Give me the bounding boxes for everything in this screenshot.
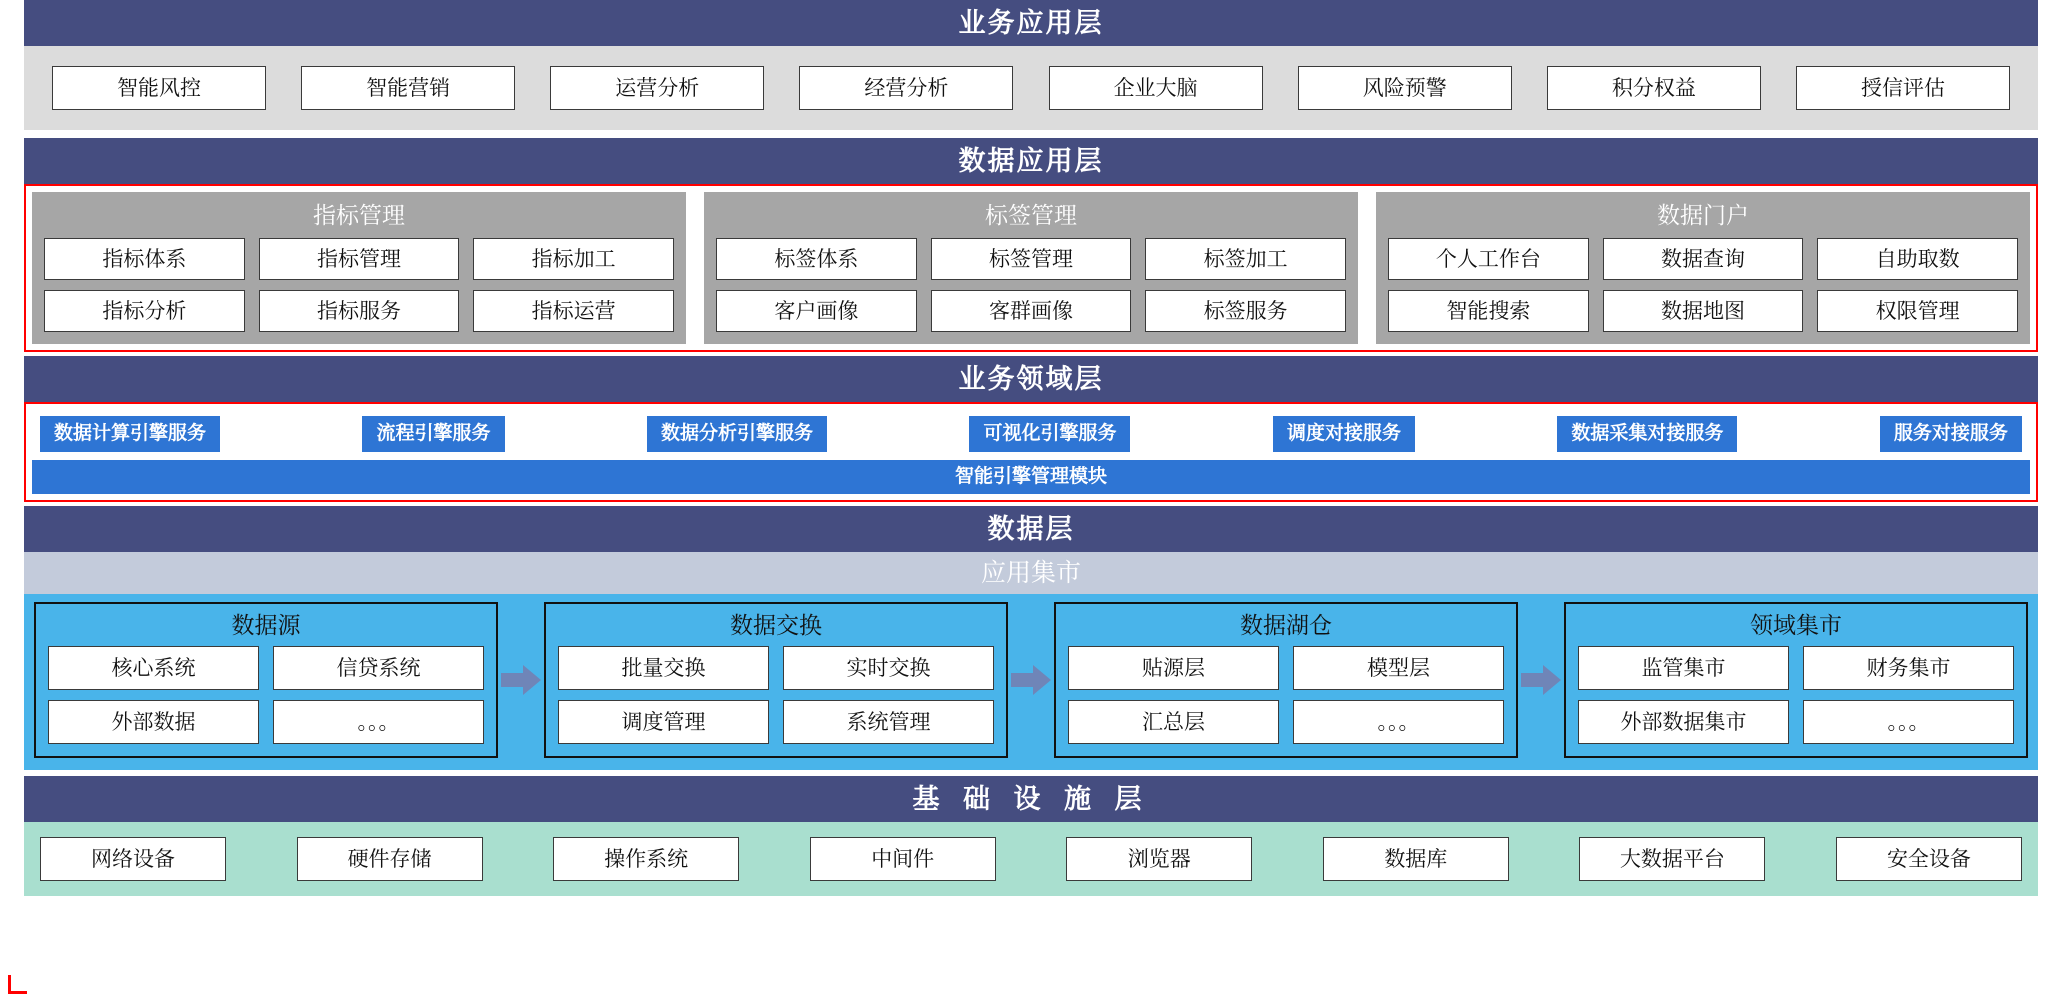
group-item[interactable]: 智能搜索	[1388, 290, 1589, 332]
flow-arrow-icon	[498, 665, 544, 695]
infra-item[interactable]: 安全设备	[1836, 837, 2022, 881]
group-item[interactable]: 指标体系	[44, 238, 245, 280]
domain-service[interactable]: 可视化引擎服务	[969, 416, 1130, 452]
group-title: 指标管理	[313, 202, 405, 228]
data-block-source	[34, 602, 498, 758]
data-block-lakehouse	[1054, 602, 1518, 758]
layer-title-business-domain: 业务领域层	[24, 356, 2038, 402]
group-item[interactable]: 客户画像	[716, 290, 917, 332]
group-item[interactable]: 标签加工	[1145, 238, 1346, 280]
red-corner-marker	[8, 975, 27, 994]
group-item[interactable]: 标签管理	[931, 238, 1132, 280]
data-block-item[interactable]: 财务集市	[1803, 646, 2014, 690]
group-item[interactable]: 指标分析	[44, 290, 245, 332]
biz-app-item[interactable]: 风险预警	[1298, 66, 1512, 110]
infra-item[interactable]: 网络设备	[40, 837, 226, 881]
biz-app-item[interactable]: 授信评估	[1796, 66, 2010, 110]
data-block-title: 数据湖仓	[1240, 612, 1332, 638]
data-block-item[interactable]: 。。。	[1293, 700, 1504, 744]
data-block-item[interactable]: 实时交换	[783, 646, 994, 690]
infrastructure-items	[24, 822, 2038, 896]
group-item[interactable]: 标签服务	[1145, 290, 1346, 332]
domain-service[interactable]: 调度对接服务	[1273, 416, 1415, 452]
group-title: 标签管理	[985, 202, 1077, 228]
layer-title-data: 数据层	[24, 506, 2038, 552]
business-domain-highlight-frame	[24, 402, 2038, 502]
domain-service[interactable]: 数据计算引擎服务	[40, 416, 220, 452]
data-block-item[interactable]: 调度管理	[558, 700, 769, 744]
biz-app-item[interactable]: 运营分析	[550, 66, 764, 110]
group-item[interactable]: 客群画像	[931, 290, 1132, 332]
data-block-item[interactable]: 系统管理	[783, 700, 994, 744]
data-block-domain-mart	[1564, 602, 2028, 758]
infra-item[interactable]: 中间件	[810, 837, 996, 881]
biz-app-item[interactable]: 积分权益	[1547, 66, 1761, 110]
data-block-exchange	[544, 602, 1008, 758]
data-block-item[interactable]: 外部数据集市	[1578, 700, 1789, 744]
app-market-bar: 应用集市	[24, 552, 2038, 594]
biz-app-item[interactable]: 企业大脑	[1049, 66, 1263, 110]
group-data-portal	[1376, 192, 2030, 344]
layer-title-business-application: 业务应用层	[24, 0, 2038, 46]
data-block-item[interactable]: 贴源层	[1068, 646, 1279, 690]
domain-service[interactable]: 服务对接服务	[1880, 416, 2022, 452]
domain-service-row	[32, 416, 2030, 452]
group-item[interactable]: 指标加工	[473, 238, 674, 280]
group-item[interactable]: 数据地图	[1603, 290, 1804, 332]
business-domain-body	[32, 410, 2030, 494]
data-block-title: 数据源	[231, 612, 301, 638]
domain-service[interactable]: 数据分析引擎服务	[647, 416, 827, 452]
group-title: 数据门户	[1657, 202, 1749, 228]
data-block-item[interactable]: 。。。	[273, 700, 484, 744]
flow-arrow-icon	[1518, 665, 1564, 695]
data-block-title: 领域集市	[1750, 612, 1842, 638]
group-indicator-management	[32, 192, 686, 344]
data-block-item[interactable]: 信贷系统	[273, 646, 484, 690]
group-item[interactable]: 权限管理	[1817, 290, 2018, 332]
group-item[interactable]: 个人工作台	[1388, 238, 1589, 280]
group-item[interactable]: 指标服务	[259, 290, 460, 332]
data-application-groups	[32, 192, 2030, 344]
engine-management-module[interactable]: 智能引擎管理模块	[32, 460, 2030, 494]
group-item[interactable]: 自助取数	[1817, 238, 2018, 280]
infra-item[interactable]: 浏览器	[1066, 837, 1252, 881]
data-layer-body	[24, 594, 2038, 770]
layer-title-data-application: 数据应用层	[24, 138, 2038, 184]
data-flow	[34, 602, 2028, 758]
data-block-item[interactable]: 。。。	[1803, 700, 2014, 744]
data-block-item[interactable]: 批量交换	[558, 646, 769, 690]
biz-app-item[interactable]: 经营分析	[799, 66, 1013, 110]
group-item[interactable]: 数据查询	[1603, 238, 1804, 280]
data-block-item[interactable]: 模型层	[1293, 646, 1504, 690]
group-item[interactable]: 指标管理	[259, 238, 460, 280]
infra-item[interactable]: 大数据平台	[1579, 837, 1765, 881]
data-block-item[interactable]: 外部数据	[48, 700, 259, 744]
group-item[interactable]: 指标运营	[473, 290, 674, 332]
business-application-items	[24, 46, 2038, 130]
data-block-item[interactable]: 核心系统	[48, 646, 259, 690]
data-block-item[interactable]: 监管集市	[1578, 646, 1789, 690]
domain-service[interactable]: 数据采集对接服务	[1557, 416, 1737, 452]
layer-title-infrastructure: 基 础 设 施 层	[24, 776, 2038, 822]
infra-item[interactable]: 操作系统	[553, 837, 739, 881]
infra-item[interactable]: 硬件存储	[297, 837, 483, 881]
flow-arrow-icon	[1008, 665, 1054, 695]
data-application-highlight-frame	[24, 184, 2038, 352]
domain-service[interactable]: 流程引擎服务	[362, 416, 504, 452]
group-tag-management	[704, 192, 1358, 344]
biz-app-item[interactable]: 智能风控	[52, 66, 266, 110]
group-item[interactable]: 标签体系	[716, 238, 917, 280]
data-block-title: 数据交换	[730, 612, 822, 638]
infra-item[interactable]: 数据库	[1323, 837, 1509, 881]
data-block-item[interactable]: 汇总层	[1068, 700, 1279, 744]
biz-app-item[interactable]: 智能营销	[301, 66, 515, 110]
